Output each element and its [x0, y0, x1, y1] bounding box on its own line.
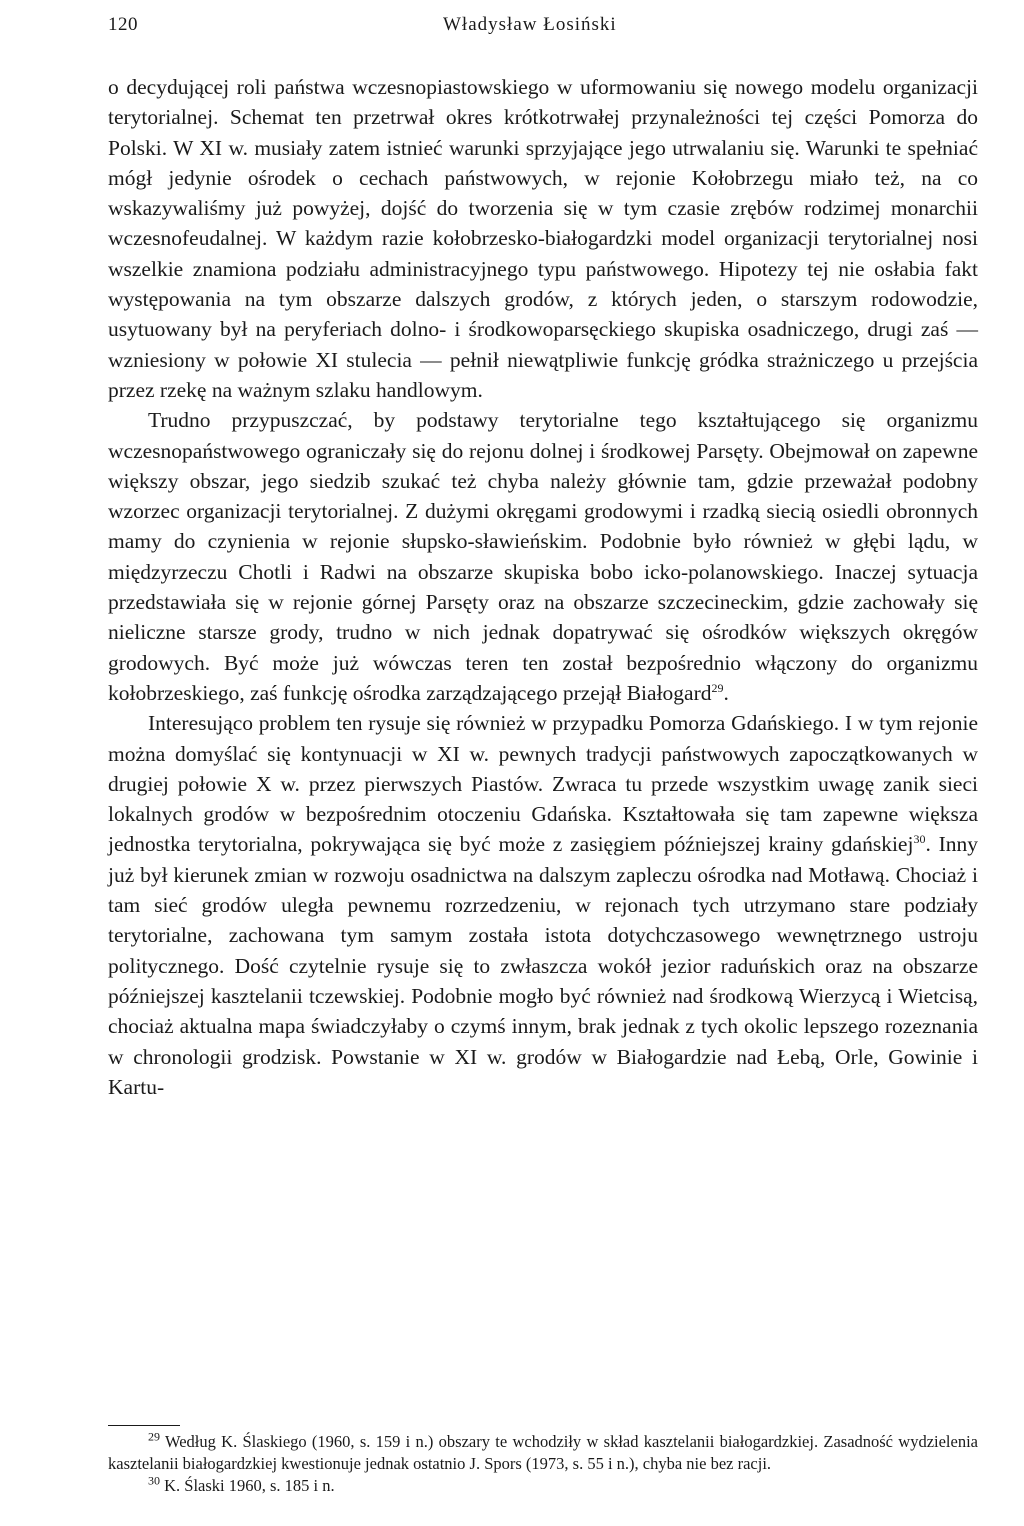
footnote-ref-29[interactable]: 29: [711, 680, 724, 695]
footnote-ref-30[interactable]: 30: [913, 832, 926, 847]
body-text: [108, 72, 978, 1102]
page-number: 120: [108, 14, 138, 35]
paragraph-3-text-end: . Inny już był kierunek zmian w rozwoju osadnictwa na dalszym zapleczu ośrodka nad Motławą. Chociaż i tam sieć grodów uległa pewnemu rozrzedzeniu, w rejonach tych utrzymano stare podziały terytorialne, zachowana tym samym została istota dotychczasowego wewnętrznego ustroju politycznego. Dość czytelnie rysuje się to zwłaszcza wokół jezior raduńskich oraz na obszarze późniejszej kasztelanii tczewskiej. Podobnie mogło być również nad środkową Wierzycą i Wietcisą, chociaż aktualna mapa świadczyłaby o czymś innym, brak jednak z tych okolic lepszego rozeznania w chronologii grodzisk. Powstanie w XI w. grodów w Białogardzie nad Łebą, Orle, Gowinie i Kartu-: [108, 832, 978, 1099]
paragraph-2-text-end: .: [723, 680, 729, 705]
footnote-number-29: 29: [148, 1429, 160, 1444]
footnote-29: [108, 1431, 978, 1475]
footnote-number-30: 30: [148, 1473, 160, 1488]
page-header: [108, 14, 978, 44]
paragraph-1: [108, 72, 978, 405]
paragraph-3: [108, 708, 978, 1102]
footnote-29-text: Według K. Ślaskiego (1960, s. 159 i n.) obszary te wchodziły w skład kasztelanii białogardzkiej. Zasadność wydzielenia kasztelanii białogardzkiej kwestionuje jednak ostatnio J. Spors (1973, s. 55 i n.), chyba nie bez racji.: [108, 1432, 978, 1473]
footnote-30-text: K. Ślaski 1960, s. 185 i n.: [164, 1476, 335, 1495]
footnotes: [108, 1431, 978, 1497]
paragraph-1-text: o decydującej roli państwa wczesnopiastowskiego w uformowaniu się nowego modelu organizacji terytorialnej. Schemat ten przetrwał okres krótkotrwałej przynależności tej części Pomorza do Polski. W XI w. musiały zatem istnieć warunki sprzyjające jego utrwalaniu się. Warunki te spełniać mógł jedynie ośrodek o cechach państwowych, w rejonie Kołobrzegu miało też, na co wskazywaliśmy już powyżej, dojść do tworzenia się w tym czasie zrębów rodzimej monarchii wczesnofeudalnej. W każdym razie kołobrzesko-białogardzki model organizacji terytorialnej nosi wszelkie znamiona podziału administracyjnego typu państwowego. Hipotezy tej nie osłabia fakt występowania na tym obszarze dalszych grodów, z których jeden, o starszym rodowodzie, usytuowany był na peryferiach dolno- i środkowoparsęckiego skupiska osadniczego, drugi zaś — wzniesiony w połowie XI stulecia — pełnił niewątpliwie funkcję gródka strażniczego u przejścia przez rzekę na ważnym szlaku handlowym.: [108, 75, 978, 402]
running-head-author: Władysław Łosiński: [443, 14, 617, 35]
paragraph-3-text: Interesująco problem ten rysuje się również w przypadku Pomorza Gdańskiego. I w tym rejonie można domyślać się kontynuacji w XI w. pewnych tradycji państwowych zapoczątkowanych w drugiej połowie X w. przez pierwszych Piastów. Zwraca tu przede wszystkim uwagę zanik sieci lokalnych grodów w bezpośrednim otoczeniu Gdańska. Kształtowała się tam zapewne większa jednostka terytorialna, pokrywająca się być może z zasięgiem późniejszej krainy gdańskiej: [108, 711, 978, 857]
paragraph-2: [108, 405, 978, 708]
footnote-30: [108, 1475, 978, 1497]
paragraph-2-text: Trudno przypuszczać, by podstawy terytorialne tego kształtującego się organizmu wczesnopaństwowego ograniczały się do rejonu dolnej i środkowej Parsęty. Obejmował on zapewne większy obszar, jego siedzib szukać też chyba należy głównie tam, gdzie przeważał podobny wzorzec organizacji terytorialnej. Z dużymi okręgami grodowymi i rzadką siecią osiedli obronnych mamy do czynienia w rejonie słupsko-sławieńskim. Podobnie było również w głębi lądu, w międzyrzeczu Chotli i Radwi na obszarze skupiska bobo icko-polanowskiego. Inaczej sytuacja przedstawiała się w rejonie górnej Parsęty oraz na obszarze szczecineckim, gdzie zachowały się nieliczne starsze grody, trudno w nich jednak dopatrywać się ośrodków większych okręgów grodowych. Być może już wówczas teren ten został bezpośrednio włączony do organizmu kołobrzeskiego, zaś funkcję ośrodka zarządzającego przejął Białogard: [108, 408, 978, 705]
footnote-separator: [108, 1425, 180, 1426]
